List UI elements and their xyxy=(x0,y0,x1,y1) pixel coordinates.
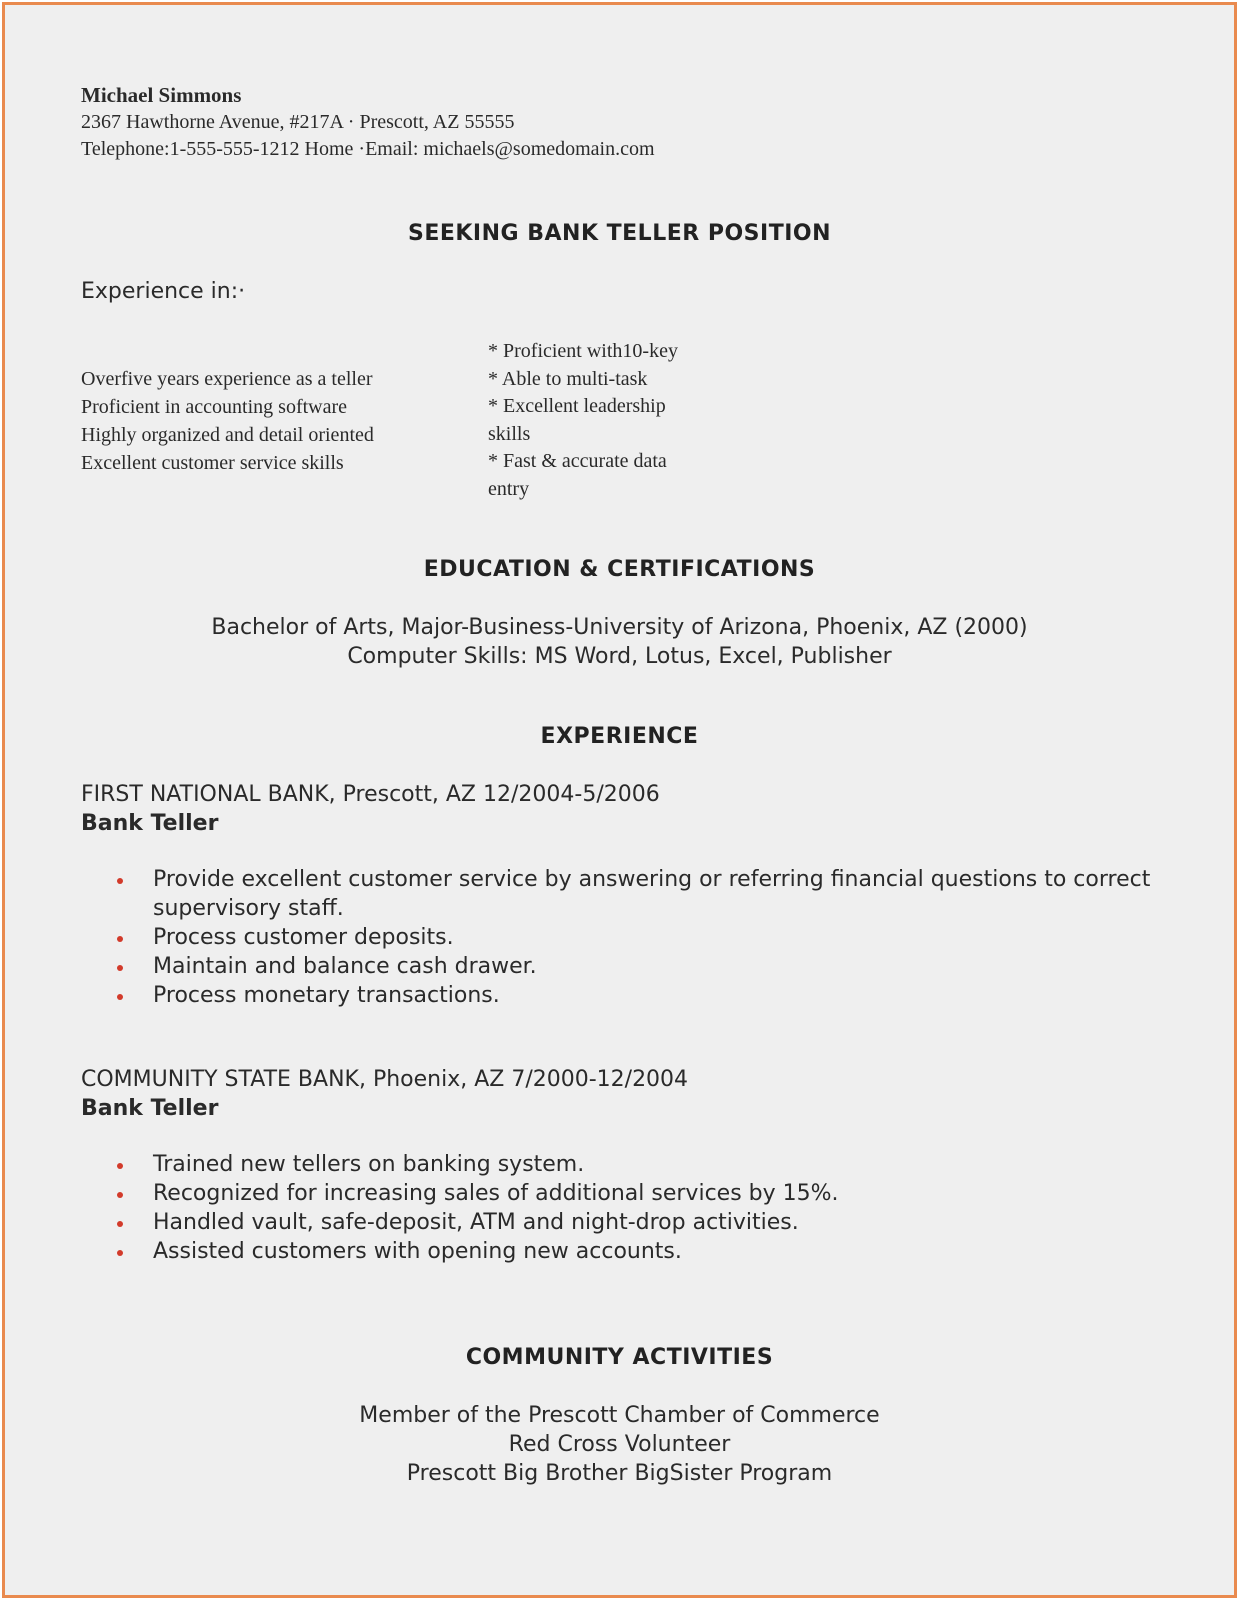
education-heading: EDUCATION & CERTIFICATIONS xyxy=(423,557,816,582)
computer-skills: Computer Skills: MS Word, Lotus, Excel, Publisher xyxy=(347,644,892,669)
bullet-dot xyxy=(117,965,123,971)
list-item: Recognized for increasing sales of additional services by 15%. xyxy=(111,1179,1171,1208)
bullet-dot xyxy=(117,994,123,1000)
community-heading: COMMUNITY ACTIVITIES xyxy=(465,1345,774,1370)
community-activity: Red Cross Volunteer xyxy=(508,1432,731,1457)
job-duties-list xyxy=(111,865,1171,1010)
address-line: 2367 Hawthorne Avenue, #217A · Prescott, AZ 55555 xyxy=(81,111,515,133)
list-item: Assisted customers with opening new accounts. xyxy=(111,1237,1171,1266)
bullet-dot xyxy=(117,878,123,884)
candidate-name: Michael Simmons xyxy=(81,83,242,107)
skill-item: skills xyxy=(488,422,531,445)
experience-in-label: Experience in:· xyxy=(81,279,246,304)
resume-page xyxy=(5,5,1234,1595)
job-employer: COMMUNITY STATE BANK, Phoenix, AZ 7/2000-12/2004 xyxy=(81,1067,689,1092)
objective-heading: SEEKING BANK TELLER POSITION xyxy=(407,221,832,246)
list-item: Process customer deposits. xyxy=(111,923,1171,952)
bullet-dot xyxy=(117,1250,123,1256)
skill-item: * Proficient with10-key xyxy=(488,340,678,362)
job-duties-list xyxy=(111,1150,1171,1266)
list-item: Process monetary transactions. xyxy=(111,981,1171,1010)
community-activity: Member of the Prescott Chamber of Commerce xyxy=(359,1403,880,1428)
bullet-dot xyxy=(117,1163,123,1169)
skill-item: * Fast & accurate data xyxy=(488,450,667,472)
list-item: Provide excellent customer service by answering or referring financial questions to correct supervisory staff. xyxy=(111,865,1171,923)
list-item: Trained new tellers on banking system. xyxy=(111,1150,1171,1179)
skill-item: entry xyxy=(488,477,530,500)
skill-item: Highly organized and detail oriented xyxy=(81,424,374,446)
bullet-dot xyxy=(117,1221,123,1227)
skill-item: Excellent customer service skills xyxy=(81,452,344,474)
skills-right-column xyxy=(488,338,718,503)
community-activity: Prescott Big Brother BigSister Program xyxy=(406,1461,833,1486)
skill-item: * Able to multi-task xyxy=(488,367,648,390)
list-item: Handled vault, safe-deposit, ATM and night-drop activities. xyxy=(111,1208,1171,1237)
bullet-dot xyxy=(117,1192,123,1198)
list-item: Maintain and balance cash drawer. xyxy=(111,952,1171,981)
job-title: Bank Teller xyxy=(81,1096,219,1121)
education-degree: Bachelor of Arts, Major-Business-University of Arizona, Phoenix, AZ (2000) xyxy=(211,615,1028,640)
experience-heading: EXPERIENCE xyxy=(540,724,699,749)
contact-line: Telephone:1-555-555-1212 Home ·Email: michaels@somedomain.com xyxy=(81,138,655,160)
skill-item: * Excellent leadership xyxy=(488,395,666,417)
skills-left-column xyxy=(81,365,471,477)
job-title: Bank Teller xyxy=(81,811,219,836)
skill-item: Overfive years experience as a teller xyxy=(81,368,373,390)
bullet-dot xyxy=(117,936,123,942)
skill-item: Proficient in accounting software xyxy=(81,396,348,418)
page-border xyxy=(2,2,1237,1598)
job-employer: FIRST NATIONAL BANK, Prescott, AZ 12/2004-5/2006 xyxy=(81,782,660,807)
